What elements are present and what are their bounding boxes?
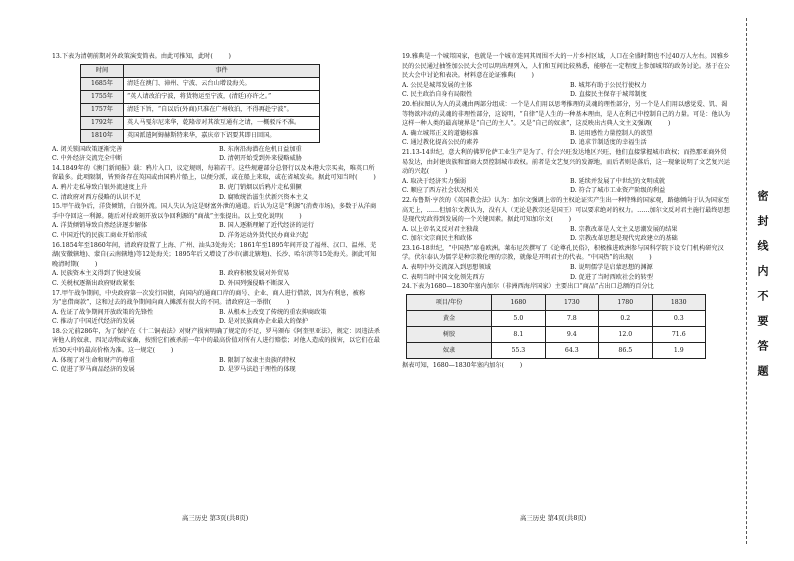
option[interactable]: D. 腐败统治滋生伏新兴资本主义 — [219, 193, 309, 201]
option[interactable]: A. 以上帝名义反对君主独裁 — [402, 225, 479, 233]
q13-header-event: 事件 — [124, 64, 320, 77]
table-row — [407, 342, 706, 358]
right-column — [402, 52, 732, 370]
q24-cell: 8.1 — [492, 326, 545, 342]
q16-stem: 16.1854年至1860年间，清政府设置了上海、广州、汕头3处海关；1861年至1895年间开设了福州、汉口、温州、芜湖(安徽辖地)、蒙自(云南辖地)等12处海关；1895年后又增设了沙市(湖北辖地)、长沙、哈尔滨等15处海关。据此可知晚清时期( ) — [52, 241, 377, 268]
table-row — [81, 90, 320, 103]
q24-cell: 86.5 — [599, 342, 652, 358]
option[interactable]: C. 顺应了西方社会状况相关 — [402, 187, 479, 195]
option[interactable]: A. 闭关锁国政策逐渐完善 — [52, 145, 123, 153]
footer-page-4: 高三历史 第4页(共8页) — [520, 514, 587, 522]
q23-options — [402, 263, 732, 282]
seal-line-notice: 密封线内不要答题 — [756, 190, 769, 390]
q17-options — [52, 308, 380, 327]
option[interactable]: D. 洋务运动外货代民办商业兴起 — [219, 231, 309, 239]
option[interactable]: D. 直接民主保存于城邦制度 — [570, 91, 647, 99]
option[interactable]: A. 取决于经济实力强弱 — [402, 177, 467, 185]
option[interactable]: C. 加尔文宗商民主和政体 — [402, 235, 473, 243]
q13-event: 清廷在澳门、漳州、宁波、云台山增设海关。 — [124, 77, 320, 90]
option[interactable]: B. 政府积极发展对外贸易 — [219, 270, 290, 278]
q13-stem: 13.下表为清朝前期对外政策演变简表。由此可推知，此时( ) — [52, 53, 231, 60]
q24-stem: 24.下表为1680—1830年塞内加尔（非洲西海岸国家）主要出口“商品”占出口总额的百分比 — [402, 283, 654, 291]
q13-year: 1755年 — [81, 90, 124, 103]
table-row — [407, 326, 706, 342]
option[interactable]: A. 确立城邦正义的道德标准 — [402, 129, 479, 137]
option[interactable]: C. 关税权逐渐出政府财政紧张 — [52, 279, 135, 287]
q24-after: 据表可知，1680—1830年塞内加尔( ) — [402, 361, 523, 369]
option[interactable]: A. 表明中外交流深入到思想领域 — [402, 264, 491, 272]
q24-cell: 71.6 — [652, 326, 705, 342]
q13-year: 1757年 — [81, 103, 124, 116]
q22-stem: 22.布鲁斯·亨茨的《英国教会法》认为：加尔文强调上帝的主权论证实产生出一种特殊的国家观，路德倾向于认为国家至高无上，……但加尔文教认为，没有人（无论是教宗还是国王）可以要求绝对的权力。……加尔文反对君主施行最终思想是现代宪政得到发展的一个关键因素。据此可知加尔文( ) — [402, 196, 730, 224]
option[interactable]: B. 说明儒学是启蒙思想的渊源 — [570, 264, 653, 272]
q21-stem: 21.13-14世纪，意大利的佛罗伦萨工业生产是为了、行会兴旺发达地区兴旺，他们直接掌握城市政权；而热那亚商外贸易发达，由封建贵族和富商大贾控制城市政权。前者是文艺复兴的发源地，而后者则是落后，这一现象说明了文艺复兴运动的兴起( ) — [402, 148, 730, 176]
option[interactable]: A. 洋货倾销导致自然经济逐步解体 — [52, 222, 148, 230]
option[interactable]: B. 从根本上改变了传统的重农抑商政策 — [219, 308, 327, 316]
q14-options — [52, 183, 380, 202]
q19-options — [402, 81, 732, 100]
q13-options — [52, 145, 380, 164]
q24-cell: 0.2 — [599, 310, 652, 326]
q13-event: 清廷下旨，“自以后(外商)只准在广州收泊，不得再赴宁波”。 — [124, 103, 320, 116]
q24-cell: 7.8 — [545, 310, 598, 326]
q14-stem: 14.1849年的《澳门新闻报》载：鸦片入口，议定规则，每箱若干。这些规避部分总督行以及本港大宗买卖，唯英口所留最多。此项限制，皆预备存在英国或由国鸦片船上，以便分派，或在船上来取，或在省城发卖。据此可知当时( ) — [52, 164, 376, 182]
q13-header-time: 时间 — [81, 64, 124, 77]
seal-line — [746, 18, 747, 544]
option[interactable]: B. 延续并发展了中世纪的文明成就 — [570, 177, 666, 185]
q17-stem: 17.甲午战争期间，中央政府第一次发行国债，向国内的通商口岸的商号、企业、商人进行借款，因为有利息，被称为“息借商款”，这和过去的战争期间向商人摊派有很大的不同。清政府这一举措( ) — [52, 289, 366, 307]
q18-stem: 18.公元前286年，为了保护在《十二铜表法》对财产损害明确了规定的不足，罗马颁布《阿奎里亚法》，规定：因违法杀害他人的奴隶、四足动物或家畜，按照它们被杀前一年中的最高价值对所有人进行赔偿；对他人造成的损害，以它们在最后30天中的最高价格为准。这一规定( ) — [52, 327, 380, 355]
q24-cell: 55.3 — [492, 342, 545, 358]
q13-event: “英人请改泊宁波，将货物运至宁波，(清廷)亦许之。” — [124, 90, 320, 103]
q15-options — [52, 221, 380, 240]
q24-row-label: 黄金 — [407, 310, 492, 326]
q16-options — [52, 269, 380, 288]
q13-table — [80, 64, 320, 143]
q23-stem: 23.16-18世纪，“中国热”席卷欧洲。莱布尼茨撰写了《论尊孔民俗》，积极推进欧洲参与国科学院下设专门机构研究汉学。伏尔泰认为儒学是种宗教伦理的宗教，就像是开明君主的代表。“中国热”的出现( ) — [402, 244, 724, 262]
option[interactable]: D. 追求节制适度的幸福生活 — [570, 139, 647, 147]
option[interactable]: B. 城邦有助于公民行使权力 — [570, 81, 647, 89]
option[interactable]: D. 是对民族商办企业最大的保护 — [219, 318, 309, 326]
q24-year: 1680 — [492, 294, 545, 310]
table-row — [407, 310, 706, 326]
q13-year: 1810年 — [81, 129, 124, 142]
q24-cell: 64.3 — [545, 342, 598, 358]
q24-table — [406, 294, 706, 359]
q15-stem: 15.甲午战争后，洋货倾销，白银外流。国人失认为这是财富外泄的通道。后认为这是“利源”(消费市场)，多数于从洋商手中夺回这一利源。随后对付政刻开放以争回利源的“商战”主张提出。以上变化说明( ) — [52, 203, 377, 220]
q18-options — [52, 356, 380, 375]
option[interactable]: D. 外国列强侵略不断深入 — [219, 279, 290, 287]
option[interactable]: C. 促进了罗马商品经济的发展 — [52, 366, 135, 374]
option[interactable]: A. 体现了对生命和财产的尊重 — [52, 356, 135, 364]
q13-event: 英国派遣阿姆赫斯特来华，嘉庆帝下诏要其即日回国。 — [124, 129, 320, 142]
option[interactable]: C. 中外经济交流完全中断 — [52, 155, 123, 163]
q24-cell: 9.4 — [545, 326, 598, 342]
option[interactable]: A. 鸦片走私导致白银外流速度上升 — [52, 183, 148, 191]
table-row — [81, 129, 320, 142]
q24-row-label: 奴隶 — [407, 342, 492, 358]
option[interactable]: A. 公民是城邦发展的主体 — [402, 81, 473, 89]
option[interactable]: B. 运用感性力量控制人的欲望 — [570, 129, 653, 137]
option[interactable]: C. 通过教化提高公民的素养 — [402, 139, 479, 147]
q13-year: 1792年 — [81, 116, 124, 129]
q24-cell: 5.0 — [492, 310, 545, 326]
q22-options — [402, 225, 732, 244]
q20-stem: 20.柏拉图认为人的灵魂由两部分组成：一个是人们用以思考推理的灵魂的理性部分，另一个是人们用以感觉爱、饥、渴等物欲冲动的灵魂的非理性部分，这说明，“自律”是人生的一种基本理由，是人在利己中控制自己的力量。可是：他认为这样一种人类的最高境界是“自己的主人”。又是“自己的奴隶”，这反映出古典人文主义强调( ) — [402, 100, 731, 128]
q13-year: 1685年 — [81, 77, 124, 90]
q24-cell: 12.0 — [599, 326, 652, 342]
table-row — [81, 103, 320, 116]
q19-stem: 19.雅典是一个城邦国家，也就是一个城市连同其周围不大的一片乡村区域，人口在全盛时期也不过40万人左右。因雅乡民的公民通过抽签加公民大会可以明出理列入，人们和互间比较熟悉，能够在一定程度上参加城邦的政务讨论。基于在公民大会中讨论和表决。材料意在论证雅典( ) — [402, 53, 730, 80]
option[interactable]: C. 民主政治自身有局限性 — [402, 91, 473, 99]
q24-cell: 1.9 — [652, 342, 705, 358]
option[interactable]: A. 民族资本主义得到了快速发展 — [52, 270, 141, 278]
option[interactable]: B. 虎门销烟以后鸦片走私猖獗 — [219, 183, 302, 191]
left-column — [52, 52, 380, 375]
q13-event: 英人马戛尔尼来华，乾隆帝对其欲互通有之请，一概驳斥不准。 — [124, 116, 320, 129]
option[interactable]: C. 中国近代的民族工商业开始形成 — [52, 231, 148, 239]
option[interactable]: B. 东南沿海潜在危机日益加重 — [219, 145, 302, 153]
table-row — [81, 77, 320, 90]
option[interactable]: B. 限制了奴隶主贵族的特权 — [219, 356, 296, 364]
q24-year: 1780 — [599, 294, 652, 310]
option[interactable]: D. 促进了当时西欧社会的转型 — [570, 273, 653, 281]
option[interactable]: C. 清政府对西方侵略的认识不足 — [52, 193, 141, 201]
option[interactable]: D. 宗教改革思想是现代宪政建立的基础 — [570, 235, 678, 243]
option[interactable]: D. 清朝开始受到外来侵略威胁 — [219, 155, 302, 163]
option[interactable]: C. 表明当时中国文化领先西方 — [402, 273, 485, 281]
q24-year: 1730 — [545, 294, 598, 310]
q24-year: 1830 — [652, 294, 705, 310]
option[interactable]: A. 佐证了战争期间开放政策的先锋性 — [52, 308, 154, 316]
option[interactable]: B. 宗教改革是人文主义思潮发展的结果 — [570, 225, 678, 233]
option[interactable]: D. 是罗马法趋于理性的体现 — [219, 366, 296, 374]
q21-options — [402, 177, 732, 196]
option[interactable]: C. 推动了中国近代经济的发展 — [52, 318, 135, 326]
option[interactable]: D. 符合了城市工业资产阶级的利益 — [570, 187, 666, 195]
q24-cell: 0.3 — [652, 310, 705, 326]
q24-row-label: 树胶 — [407, 326, 492, 342]
table-row — [81, 116, 320, 129]
q20-options — [402, 129, 732, 148]
option[interactable]: B. 国人逐渐理解了近代经济的运行 — [219, 222, 315, 230]
q24-corner: 项目/年份 — [407, 294, 492, 310]
footer-page-3: 高三历史 第3页(共8页) — [182, 514, 249, 522]
